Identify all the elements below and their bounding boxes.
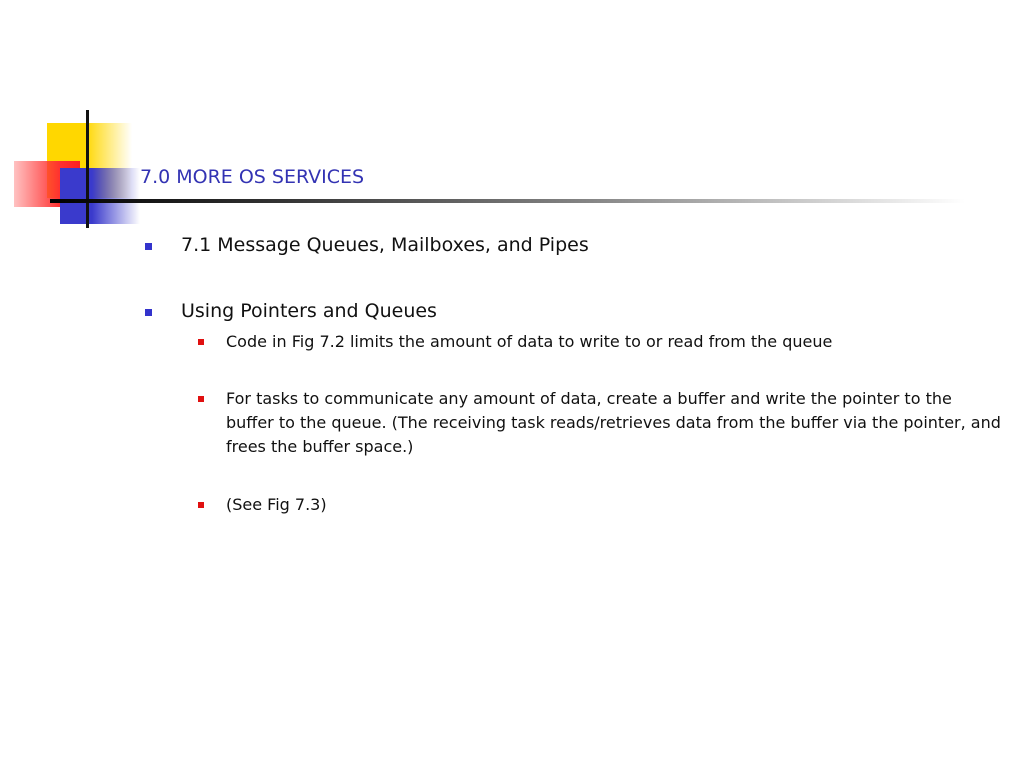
sub-bullet-code-fig-7-2: Code in Fig 7.2 limits the amount of data to write to or read from the queue (226, 332, 833, 351)
sub-bullet-marker (198, 502, 204, 508)
bullet-message-queues: 7.1 Message Queues, Mailboxes, and Pipes (181, 234, 589, 256)
sub-bullet-see-fig-7-3: (See Fig 7.3) (226, 495, 327, 514)
bullet-marker (145, 309, 152, 316)
sub-bullet-buffer-pointer: For tasks to communicate any amount of data, create a buffer and write the pointer to the buffer to the queue. (The receiving task reads/retrieves data from the buffer via the pointer, and frees the buffer space.) (226, 389, 1001, 456)
bullet-marker (145, 243, 152, 250)
slide-title: 7.0 MORE OS SERVICES (140, 166, 365, 188)
bullet-pointers-queues: Using Pointers and Queues (181, 300, 437, 322)
sub-bullet-marker (198, 396, 204, 402)
sub-bullet-marker (198, 339, 204, 345)
